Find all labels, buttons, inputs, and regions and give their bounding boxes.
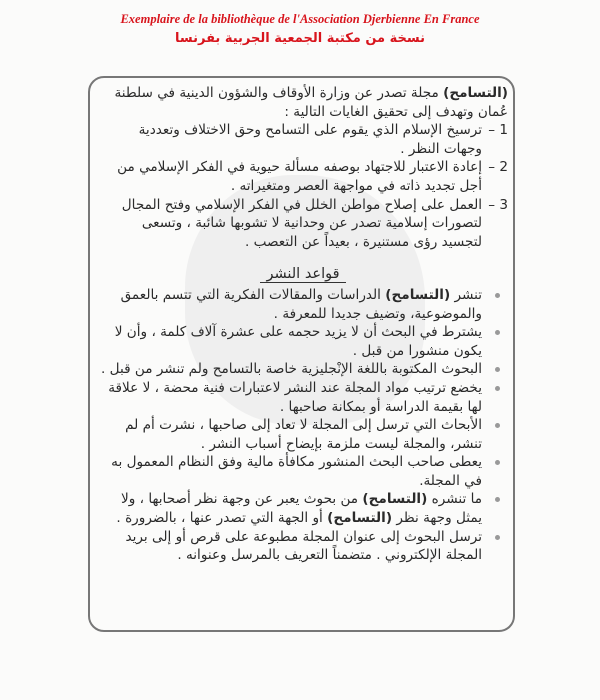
document-body [98,84,508,565]
bullet-icon [482,286,508,323]
bullet-icon [482,323,508,360]
rule-item: يعطى صاحب البحث المنشور مكافأة مالية وفق النظام المعمول به في المجلة. [98,453,508,490]
rule-item: تنشر (التسامح) الدراسات والمقالات الفكرية التي تتسم بالعمق والموضوعية، وتضيف جديدا للمعرفة . [98,286,508,323]
bullet-icon [482,453,508,490]
rule-item: الأبحاث التي ترسل إلى المجلة لا تعاد إلى صاحبها ، نشرت أم لم تنشر، والمجلة ليست ملزمة بإيضاح أسباب النشر . [98,416,508,453]
magazine-name: (التسامح) [362,491,428,508]
intro-text: مجلة تصدر عن وزارة الأوقاف والشؤون الدينية في سلطنة عُمان وتهدف إلى تحقيق الغايات التالية : [114,85,508,120]
library-stamp-french: Exemplaire de la bibliothèque de l'Association Djerbienne En France [120,12,480,26]
goal-number: 3 – [488,196,508,213]
library-stamp-arabic: نسخة من مكتبة الجمعية الجربية بفرنسا [175,31,425,46]
goal-text: إعادة الاعتبار للاجتهاد بوصفه مسألة حيوية في الفكر الإسلامي من أجل تجديد ذاته في مواجهة العصر ومتغيراته . [117,159,482,194]
bullet-icon [482,416,508,453]
goal-item [98,158,508,195]
rule-item: يخضع ترتيب مواد المجلة عند النشر لاعتبارات فنية محضة ، لا علاقة لها بقيمة الدراسة أو بمكانة صاحبها . [98,379,508,416]
goal-item [98,196,508,252]
bullet-icon [482,528,508,565]
magazine-name: (التسامح) [385,286,451,303]
rule-item: ترسل البحوث إلى عنوان المجلة مطبوعة على قرص أو إلى بريد المجلة الإلكتروني . متضمناً التعريف بالمرسل وعنوانه . [98,528,508,565]
goal-item [98,121,508,158]
magazine-name: (التسامح) [327,510,393,527]
magazine-name: التسامح [449,85,502,101]
goal-number: 1 – [488,122,508,139]
section-heading: قواعد النشر [98,265,508,284]
rule-item: البحوث المكتوبة باللغة الإنْجليزية خاصة بالتسامح ولم تنشر من قبل . [98,360,508,379]
bullet-icon [482,379,508,416]
bullet-icon [482,490,508,527]
goal-number: 2 – [488,159,508,176]
goal-text: ترسيخ الإسلام الذي يقوم على التسامح وحق الاختلاف وتعددية وجهات النظر . [138,122,482,157]
goal-text: العمل على إصلاح مواطن الخلل في الفكر الإسلامي وفتح المجال لتصورات إسلامية تصدر عن وحدانية لا تشوبها شائبة ، وتسعى لتجسيد رؤى مستنيرة ، بعيداً عن التعصب . [121,196,482,250]
intro-paragraph: (التسامح) مجلة تصدر عن وزارة الأوقاف والشؤون الدينية في سلطنة عُمان وتهدف إلى تحقيق الغايات التالية : [114,85,508,120]
rule-item: ما تنشره (التسامح) من بحوث يعبر عن وجهة نظر أصحابها ، ولا يمثل وجهة نظر (التسامح) أو الجهة التي تصدر عنها ، بالضرورة . [98,490,508,527]
rule-item: يشترط في البحث أن لا يزيد حجمه على عشرة آلاف كلمة ، وأن لا يكون منشورا من قبل . [98,323,508,360]
bullet-icon [482,360,508,379]
